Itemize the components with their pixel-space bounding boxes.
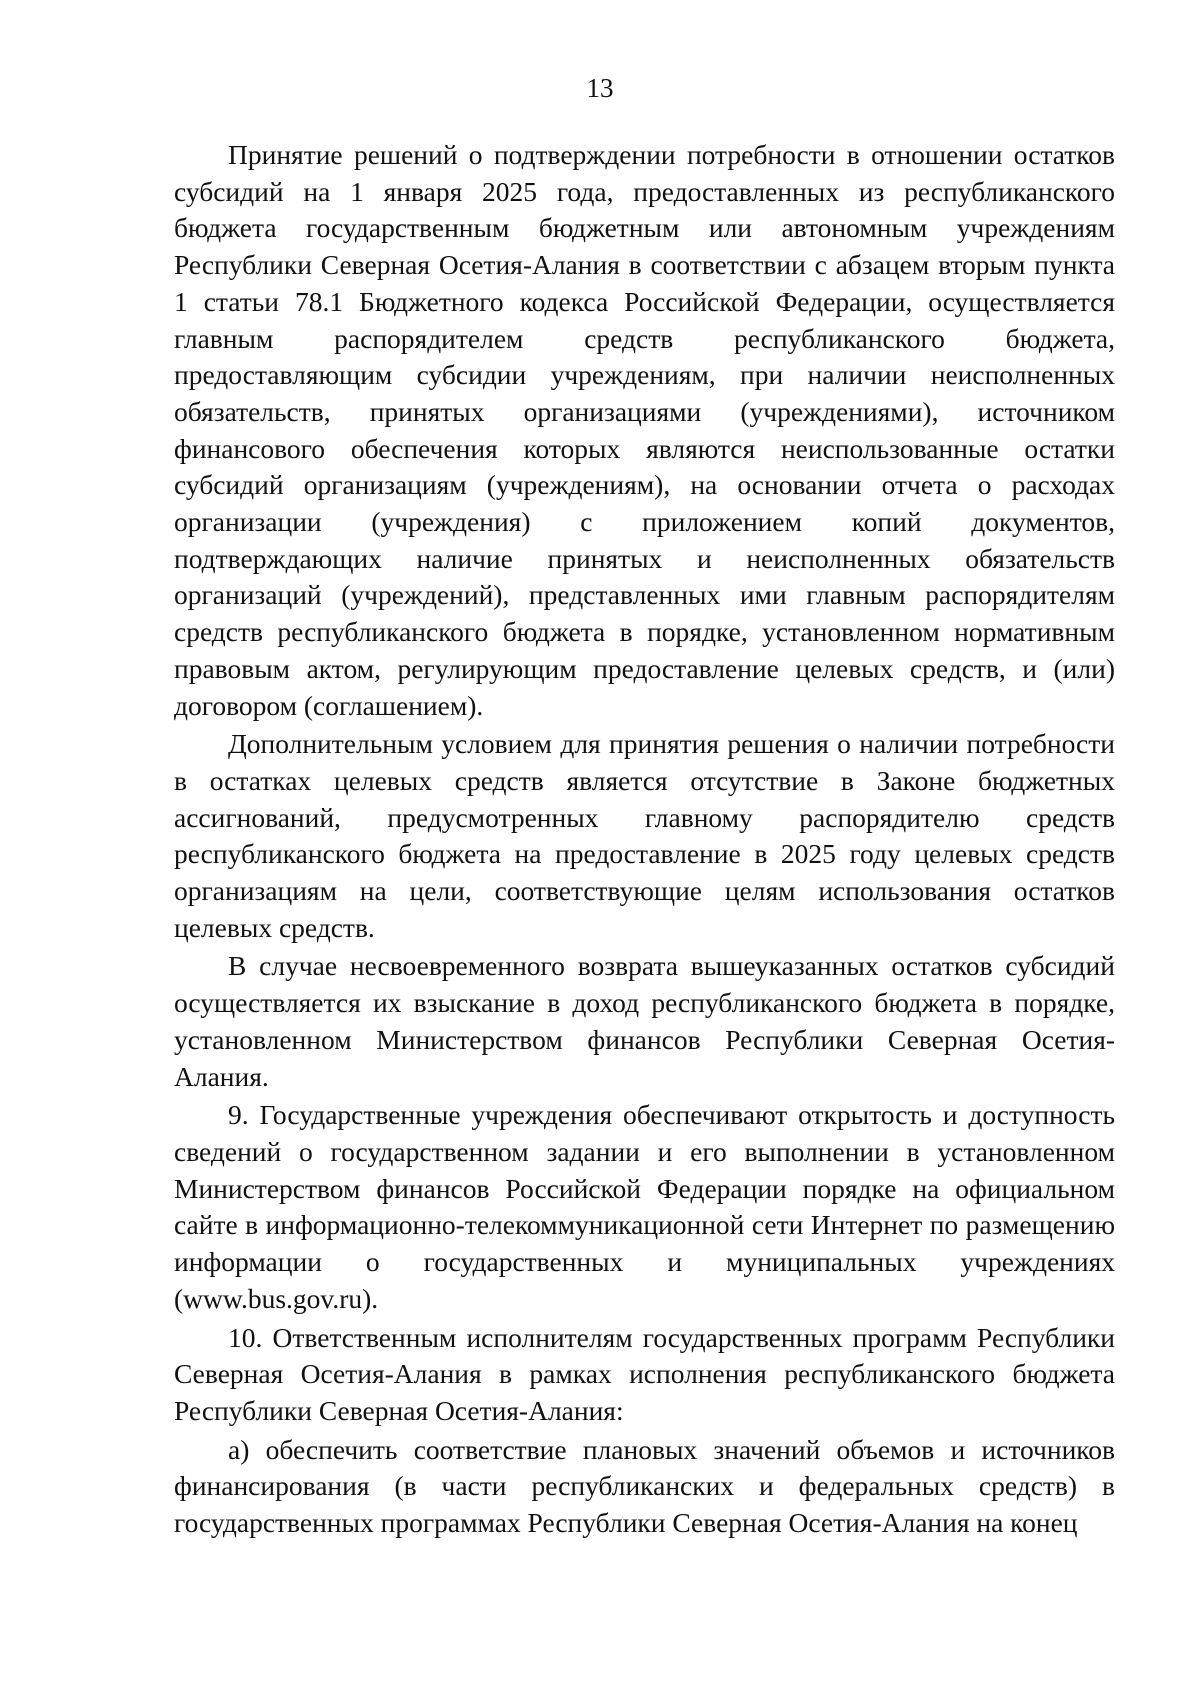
paragraph-additional-condition: Дополнительным условием для принятия решения о наличии потребности в остатках целевых средств является отсутствие в Законе бюджетных ассигнований, предусмотренных главному распорядителю средств республиканского бюджета на предоставление в 2025 году целевых средств организациям на цели, соответствующие целям использования остатков целевых средств. xyxy=(174,728,1115,943)
page-number: 13 xyxy=(586,73,614,103)
paragraph-subsidy-balances: Принятие решений о подтверждении потребности в отношении остатков субсидий на 1 января 2025 года, предоставленных из республиканского бюджета государственным бюджетным или автономным учреждениям Республики Северная Осетия-Алания в соответствии с абзацем вторым пункта 1 статьи 78.1 Бюджетного кодекса Российской Федерации, осуществляется главным распорядителем средств республиканского бюджета, предоставляющим субсидии учреждениям, при наличии неисполненных обязательств, принятых организациями (учреждениями), источником финансового обеспечения которых являются неиспользованные остатки субсидий организациям (учреждениям), на основании отчета о расходах организации (учреждения) с приложением копий документов, подтверждающих наличие принятых и неисполненных обязательств организаций (учреждений), представленных ими главным распорядителям средств республиканского бюджета в порядке, установленном нормативным правовым актом, регулирующим предоставление целевых средств, и (или) договором (соглашением). xyxy=(174,139,1115,721)
paragraph-item-10: 10. Ответственным исполнителям государственных программ Республики Северная Осетия-Алания в рамках исполнения республиканского бюджета Республики Северная Осетия-Алания: xyxy=(174,1321,1115,1426)
paragraph-late-return: В случае несвоевременного возврата вышеуказанных остатков субсидий осуществляется их взыскание в доход республиканского бюджета в порядке, установленном Министерством финансов Республики Северная Осетия-Алания. xyxy=(174,950,1115,1092)
document-body xyxy=(174,137,1115,1544)
paragraph-item-10-a: а) обеспечить соответствие плановых значений объемов и источников финансирования (в части республиканских и федеральных средств) в государственных программах Республики Северная Осетия-Алания на конец xyxy=(174,1433,1115,1539)
paragraph-item-9: 9. Государственные учреждения обеспечивают открытость и доступность сведений о государственном задании и его выполнении в установленном Министерством финансов Российской Федерации порядке на официальном сайте в информационно-телекоммуникационной сети Интернет по размещению информации о государственных и муниципальных учреждениях (www.bus.gov.ru). xyxy=(174,1099,1115,1314)
